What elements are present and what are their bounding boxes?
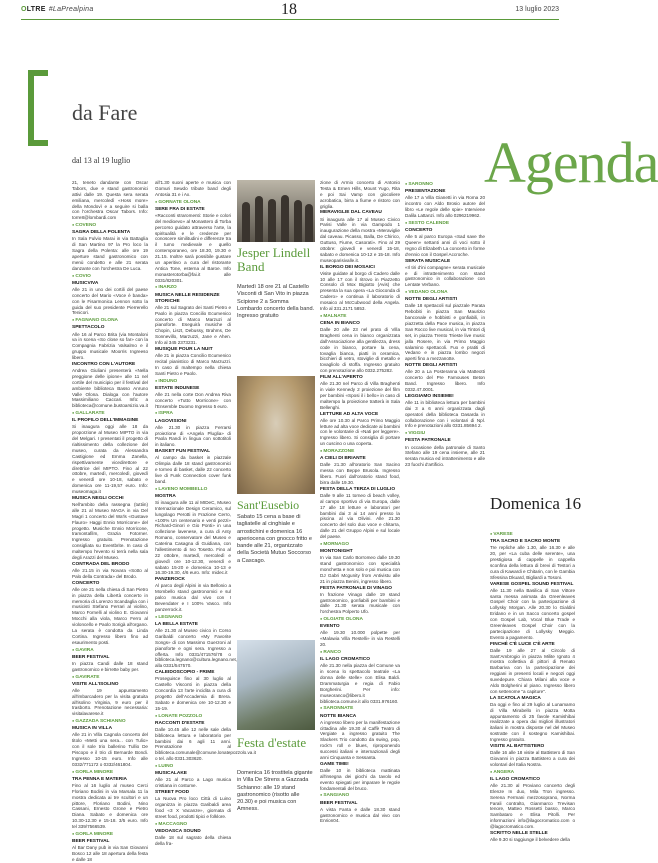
listing-event-title: SPETTACOLO: [72, 325, 105, 331]
listing-text: Alle ore 21 nella chiesa di San Pietro in piazza della Libertà concerto in memoria di Lorenzo Scandaglia con i musicisti Stefano Ferrari al violino, Marco Fornelli al violino E. Giovanni Mocchi alla viola, Marco Ferro al violoncello e Paolo Sorigà all'organo. La serata è condotta da Linda Cortina. Ingresso libero fino ad esaurimento posti.: [72, 586, 148, 645]
listing-event-title: FESTA DELLA TERZA DI LUGLIO: [320, 486, 396, 492]
listing-column-3: [320, 180, 400, 835]
listing-column-4: [405, 180, 485, 835]
listing-text: all'1.30 suoni aperte e musica con Gomuri Sewdo tribute band degli Antosia 31 e i Ax.: [155, 180, 231, 197]
listing-event-title: SAGRA DELLA POLENTA: [72, 230, 131, 236]
listing-town: ● COVIO: [72, 274, 148, 280]
listing-event-title: MERAVIGLIE DAL CAVEAU: [320, 210, 382, 216]
listing-town: ● SESTO CALENDE: [405, 221, 485, 227]
listing-town: ● INARZO: [155, 285, 231, 291]
listing-text: Alle 21 sul Sagrato dei Santi Pietro e Paolo in piazza Concilio Ecumenico concerto di Marco Marzuzi al pianoforte. Eseguirà musiche di Chopin, Liszt, Debussy, Brahms, De Sonnevillo, Marzuzzi, Jane e Ahen. Info al 345 2373231.: [155, 304, 231, 345]
listing-text: Dalle 21.30 all'oratorio San Sacino messa con Beppe Brusola. Ingresso libero. Fuori dall'oratorio stand food, birra dalle 19.30.: [320, 462, 400, 485]
listing-text: Dalle 20 alle 23 nel prato di Villa Braghenti cena in bianco organizzata dall'Associazione alla gentilezza, dress code in bianco, portare la cena, tovaglia bianca, piatti in ceramica, bicchieri di vetro, stoviglie di metallo e tovagliolo di stoffa. Ingresso gratuito con prenotazione allo 0332.275282.: [320, 327, 400, 374]
listing-text: Nell'ambito della rassegna (tuttiin) alle 21 al Museo MAGA in via Del Magri 1 concerto del Wa'ls «Gustave Flauro» Haggi Ennio Morricone» del progetto. Musiche Ennio Morricone, tramontafilm, Grazia Fotorner. Ingresso gratuito. Prenotazione consigliata su Eventbrite. In caso di maltempo l'evento si terrà nella sala degli Arazzi del Museo.: [72, 502, 148, 560]
brand-logo: [21, 6, 94, 13]
listing-town: ● LUINO: [155, 764, 231, 770]
listing-text: Tre repliche alle 1.30, alle 16.30 e alle 20, per «La cuba delle serente», una prestigiosa di cappelle in cappella sconfina della lettura di brevi di Testori a cura di Kawardi e Chitarin, con le Gambia Sfessina Dkuard, Bigliardi a Tosoni.: [490, 545, 575, 580]
agenda-heading: Agenda: [484, 130, 658, 195]
listing-column-2: [155, 180, 256, 846]
listing-event-title: SCRITTO NELLE STELLE: [490, 830, 548, 836]
listing-event-title: IL BORGO DEI MOSAICI: [320, 264, 375, 270]
listing-text: Visite guidate al borgo di Cadero dalle 10 alle 17 con il ritrovo in Piazzetto Consolo di Mox Bigiotto (Avis) che presenta la sua opera «La Gioconda di Cadero» e continua il laboratorio di mosaico al McCubwood della Angela. Info al 331.2171 5853.: [320, 270, 400, 311]
listing-town: ● GORLA MINORE: [72, 770, 148, 776]
listing-event-title: IL LAGO CROMATICO: [490, 776, 540, 782]
listing-event-title: LAGOVISIONI: [155, 418, 187, 424]
listing-event-title: TRA PENNA E MATERIA: [72, 776, 127, 782]
listing-text: Da oggi e fino al 29 luglio al Lunamamo di Villa Mirabello in piazza Motta appuntamento di 25 favole Kamishibai realizzate a opera dai migliori illustratori italiani in mostra disposte nel del Museo sostratte con il sostegno Kamishibai. Ingresso gratuito.: [490, 701, 575, 742]
listing-event-title: STREET FOOD: [155, 790, 190, 795]
listing-text: Alle 5 al parco Europa «Sad save the Queen» settanti anni di voci sotto il regno di Elizabeth La concerto in forme d'ennio con il Gospel Accroche.: [405, 234, 485, 257]
listing-event-title: FILM ALL'APERTO: [320, 375, 363, 380]
listing-text: Si inaugura alle 11 al MIDeC, Museo Internazionale Design Ceramico, sul lungolago Perotti in Frazione Cerro, «100% Un centenario e venti pezzi» Richard-Ginori e Gio Ponti» in una collezione lavenese, a cura di Anty Romano, conservatore del Museo e Caterina Casagna di Guidiana, con l'allestimento di Ivo Tosetto. Fino al 22 ottobre, martedì, mercoledì e giovedì ore 10-12.30, venerdì e sabato 15-20 e domenica 10-13 e 16.30-19.30, 4/6 euro. Info: midec.it: [155, 499, 231, 576]
listing-town: ● VEDANO OLONA: [405, 290, 485, 296]
listing-town: ● SARONNATE: [320, 706, 400, 712]
listing-text: Fino al 16 luglio al museo Cerci Floriano Bodini in via Marsala 11 la mostra dedicata ai tre scultori e un pittore, Floriano Bodini, Nino Cassani, Ernesto Grone e Pietro Diana. Sabato e domenica ore 10.30-12.30 e 15-18. 3/5 euro. Info tel 339/7566539.: [72, 782, 148, 829]
listing-town: ● COVENO: [72, 223, 148, 229]
listing-event-title: GAME TIME!: [320, 761, 349, 767]
listing-text: Dalle 16 alle 18 visite al Battistero di San Giovanni in piazza Battistero a cura dei volontari del Italia Nostra.: [490, 750, 575, 767]
listing-event-title: VARESE GOSPEL SOUND FESTIVAL: [490, 581, 574, 587]
listing-town: ● MACCAGNO: [155, 822, 231, 828]
listing-event-title: CALEIDOSCOPIO - FRIME: [155, 670, 215, 676]
listing-town: ● MORNAGO: [320, 542, 400, 548]
listing-event-title: BASKET FUN FESTIVAL: [155, 449, 211, 455]
listing-event-title: SERE FRA DI ESTATE: [155, 206, 205, 212]
listing-text: Alle 21.30 al Museo civico in Corso Garibaldi concerto «My Favorite Songs» di con Massimo Guerzoni al pianoforte e ogni sera. Ingresso a offerta. Info 0331/471576/78 o biblioteca.legnano@cultura.legnano.net, alla 0331/547570.: [155, 628, 238, 669]
listing-event-title: VISITE AL BATTISTERO: [490, 743, 545, 749]
listing-event-title: INCONTRO CON L'AUTORE: [72, 361, 136, 367]
listing-text: Dalle 18 sul sagrato della chiesa della fra-: [155, 834, 231, 846]
listing-event-title: A CIELI DI BRIANTE: [320, 456, 366, 462]
listing-town: ● VARESE: [490, 532, 575, 538]
listing-text: In via San Carlo Borromeo dalle 19.30 stand gastronomico con specialità monchetta e non solo e poi musica con DJ Gabri Mcgunity from Antivistu alle 21 in piazza Benini, ingresso libero.: [320, 555, 400, 584]
listing-text: Andrea Giuliani presenterà «Nella preggione delle ipione» alle 11 nel cortile del municipio per il festival del ambiente biblioteca Basso Anruno Valle Olona. Dialoga con l'autore Massimiliano Caccari. Info: a biblioteca@comune.bustoarsizio.va.it: [72, 368, 148, 409]
listing-event-title: CONTRADA DEL BRODO: [72, 561, 130, 567]
listing-event-title: MUSIQUE POUR LA NUIT: [155, 346, 213, 352]
listing-text: In piazza Candi dalle 18 stand gastronomico e birrette baby per.: [72, 660, 148, 672]
listing-event-title: LA BELLA ESTATE: [155, 621, 198, 627]
listing-event-title: CONCERTO: [72, 580, 100, 586]
listing-column-1: [72, 180, 148, 862]
brand-hashtag: #LaPrealpina: [48, 6, 94, 13]
listing-town: ● INDUNO: [155, 379, 231, 385]
listing-event-title: BEER FESTIVAL: [72, 654, 110, 660]
listing-event-title: MUSICVIVA: [72, 280, 99, 286]
listing-text: In frazione Vinago dalle 19 stand gastronomico, gonfiabili per bambini e dalle 21.30 serata musicale con l'orchestra Polperto Ufo.: [320, 591, 400, 615]
listing-text: Alle 21 al Parco a Lago musica cristiana in costume.: [155, 777, 231, 789]
listing-text: Alle 11.30 nella Basilica di San Vittore santa messa animata da Greenleaves Gospel Choir con la partecipazione di Lollysky Morgan. Alle 20.30 lo Gialdini Eridano e in un Sacco concerto gospel con Gospel Lab, Vocal Blue Trade e Greenleaves Gospel Choir con la partecipazione di Lollysky Meggio. Evento a pagamento.: [490, 587, 575, 640]
brand-name: LTRE: [26, 6, 46, 13]
listing-text: In Sala Fulvio Marai in via Battaglia di San Martino 97 la Pro loco la Sagra della Polenta: alle ore 19 aperture stand gastronomico con menù condetto e alle 21 serata danzante con l'orchestra De Luca.: [72, 236, 148, 271]
listing-event-title: LEGGIAMO INSIEME!: [405, 393, 454, 399]
listing-event-title: FINCHÉ C'È LUCE C'È ARTE: [490, 641, 555, 647]
feature-title-jesper: Jesper Lindell Band: [237, 245, 311, 274]
feature-title-eusebio: Sant'Eusebio: [237, 498, 300, 512]
listing-text: zione di Armio concerto di Antonio Testa & Ernen Hills, Mount Yugo, Rita e poi Sai Vamp con giocoliere acrobatica, birra a fiume e ristoro con griglia.: [320, 180, 400, 209]
listing-town: ● RANCO: [320, 650, 400, 656]
listing-text: Dalle 19 alle 27 al Circolo di Sant'Ambrogio in piazza Milite Ignoto 4 mostra collettiva di pittori di Renato Barbariva con la partecipazione dei reggiani in presenti locali e negozi oggi suvedepure. Chiara Milani alla voce e Aldo Bolgherini al piano. Ingresso libero con settenome "a capiture".: [490, 647, 575, 694]
listing-event-title: CONCERTO: [405, 227, 433, 233]
listing-text: Alle 19 appuntamento all'imbarcadero per la visita gratuita all'isolino Virginia, 9 euro per il trasborto. Prenotazione necessaria: visitalavarese.it: [72, 687, 148, 717]
listing-town: ● LONATE POZZOLO: [155, 714, 231, 720]
listing-event-title: FESTA PATRONALE DI VINAGO: [320, 585, 393, 591]
listing-town: ● FAGNANO OLONA: [72, 318, 148, 324]
listing-event-title: ESTATE INDUNESE: [155, 385, 200, 391]
listing-event-title: RACCONTI D'ESTATE: [155, 720, 205, 726]
listing-text: Alle 21.30 nel Parco di Villa Braghenti in viale Kennedy 2 proiezione del film per bambini «Sposi il i bello» in caso di maltempo la proiezione tratterà in Sala Bellenghi.: [320, 381, 400, 410]
listing-event-title: MUSICA IN VILLA: [72, 726, 113, 732]
section-bracket-icon: [28, 70, 48, 146]
listing-text: Alle 20 a La Posteranna via Matteotti concerto del Pre Famouses Beton Band. Ingresso libero. Info 0332.47.0001.: [405, 369, 485, 392]
listing-text: Alle 21.30 al Proviano concerto degli Elenze In duo, Mila Tron ingresso. Serena Fermani mezzosoprano, Norma Farali contralto, Gianmarco Trevisan tenore, Matteo Rossetti basso, Marco Sambataro e Elisa Pitolli. Per informazioni info@ilagocromatico.com o @lagocromatico.com.: [490, 782, 575, 829]
listing-town: ● GAZZADA SCHIANNO: [72, 719, 148, 725]
listing-town: ● LAVENO MOMBELLO: [155, 487, 231, 493]
page-number: 18: [281, 1, 297, 18]
listing-event-title: MUSICA NELLE RESIDENZE STORICHE: [155, 292, 220, 304]
listing-event-title: VEDOASCA SOUND: [155, 828, 201, 834]
listing-town: ● OLGIATE OLONA: [320, 617, 400, 623]
feature-title-festa: Festa d'estate: [237, 735, 307, 750]
listing-town: ● MORAZZONE: [320, 449, 400, 455]
listing-text: Dalle 10.45 alle 12 nelle sale della biblioteca lettura e laboratorio per bambini dai 6 agli 11 anni. Prenotazione al biblioteca.comunale@comune.lonatepozzolo.va.it o tel. allo 0331.303620.: [155, 726, 256, 762]
listing-event-title: IL LAGO CROMATICO: [320, 657, 370, 663]
listing-town: ● ISPRA: [155, 411, 231, 417]
listing-text: Al Bar Dany pub in via San Giovanni Bosco 12 alle 18 apertura della festa e dalle 18: [72, 845, 148, 862]
listing-event-title: NOTTE DEGLI ARTISTI: [405, 363, 458, 369]
listing-text: A vista Fanta e dalle 18.30 stand gastronomico e musica dal vivo con Enrion04.: [320, 806, 400, 824]
brand-letter: O: [21, 6, 27, 13]
feature-text-festa: Domenica 16 trostitela gigante in Villa De Strens a Gazzada Schianno: alle 19 stand gastronomico (risotto alle 20.30) e poi musica con Amness.: [237, 770, 313, 813]
listing-event-title: NOTTE BIANCA: [320, 713, 357, 719]
listing-town: ● VIGGIU: [405, 431, 485, 437]
band-photo: [237, 180, 315, 242]
listing-text: Alle 21 nella corte Don Andrea Riva concerto «Tutto Morricone» con l'Ensemble Duomo Ingresso 5 euro.: [155, 391, 231, 409]
listing-event-title: PANZEROCK: [155, 577, 186, 583]
listing-event-title: FESTA PATRONALE: [405, 438, 451, 444]
listing-text: Alle 17 a Villa Gianetti in via Roma 20 incontro con Aldo Brosio autore del libro «Le regole delle spie» Interviene Dalila Lattanzi. Info allo 0296219962.: [405, 195, 485, 218]
listing-town: ● GORLA MINORE: [72, 832, 148, 838]
listing-town: ● ANGERA: [490, 770, 575, 776]
listing-text: Si inaugura oggi alle 18 da proporzione al Museo MIPTO in via del Melgari. I presentati il progetto di rialtissimento della collezione del museo, curata da Alessandra Castigione ed Emma Zanella, rispettivamente vicedirettore e direttrice del MIPTO. Fino al 22 ottobre, martedì, mercoledì, giovedì e venerdì ore 10-18, sabato e domenica ore 11-19,57 euro. Info: museomaga.it: [72, 424, 148, 494]
listing-text: Alle 21 in Villa Cagnola concerto del titolo «Metti una sera... con Tulio» con il sole trio ballerino Tullio De Piscopo e il trio di Bernarde Bondi. Ingresso 10-15 euro. Info alle 0332/771172 o 0332/461804.: [72, 732, 148, 767]
listing-event-title: MUSICALAKE: [155, 771, 187, 777]
section-title: da Fare: [72, 100, 138, 125]
listing-text: In occasione della patronale di Santo Stefano alle 19 cena insieme, alle 21 serata musica ed intrattenimento e alle 23 fuochi d'artificio.: [405, 444, 485, 468]
listing-column-6: [490, 530, 575, 842]
listing-town: ● GAVIRATE: [72, 675, 148, 681]
listing-text: Alle 19.30 10.000 polpette per «Malawia Villa Restelli» in via Restelli 20.: [320, 630, 400, 648]
listing-event-title: BEER FESTIVAL: [72, 839, 110, 844]
listing-town: ● GAVIRA: [72, 648, 148, 654]
listing-event-title: IL PROFILO DELL'IMMAGINE: [72, 418, 139, 424]
feature-text-eusebio: Sabato 15 cena a base di tagliatelle al cinghiale e arrostichini e domenica 16 aperiocena con gnocco fritto e bande alle 21, organizzato della Società Mutuo Soccorso a Cascago.: [237, 514, 312, 564]
listing-text: Dalle 9 alle 11 torneo di beach volley, al campo sportivo di via Europa, dalle 17 alle 18 letture e laboratori per bambini dai 3 ai 14 anni presso la piscina al via Olivini. Alle 21.30 concerto del solo duo voce e chitarra, dalle 21 del Gruppo Alpini e sul locale del paese.: [320, 492, 400, 539]
listing-town: ● GALLARATE: [72, 411, 148, 417]
listing-event-title: TRA SACRO E SACRO MONTE: [490, 539, 561, 545]
issue-date: 13 luglio 2023: [515, 6, 559, 13]
listing-town: ● GORNATE OLONA: [155, 200, 231, 206]
listing-text: Alle 21.30 nella piazza del Comune va in scena lo spettacolo teatrale «La donna delle stelle» con Elisa Baldi. Drammaturgia e regia di Fabio Borgherini. Per info: museoranco@libero.it biblioteca.comune.it allo 0331.976160.: [320, 663, 400, 704]
listing-text: Dalle 10 in biblioteca mattinata all'insegna dei giochi da tavolo ed evento spiegati per imparare le regole fondamentali del bruco.: [320, 767, 400, 791]
listing-text: Al campo da basket in piazzale Olimpia dalle 18 stand gastronomici e torneo di basket, dalle 22 concerto live di Funk Connection cover funk band.: [155, 455, 231, 484]
listing-text: Al parco degli Alpini in via Bellonio a Mombello stand gastronomici e sul palco musica dal vivo con I Bevendater e I 100% Vasco. Info panzerrock.it.: [155, 583, 231, 612]
listing-town: ● SANGIANO: [320, 793, 400, 799]
listing-town: ● SARONNO: [405, 182, 485, 188]
listing-event-title: PRESENTAZIONE: [405, 189, 446, 195]
listing-event-title: SERATA MUSICALE: [405, 258, 451, 264]
listing-event-title: LA SCATOLA MAGICA: [490, 695, 541, 701]
listing-event-title: BEER FESTIVAL: [320, 800, 358, 806]
listing-event-title: MOSTRA: [155, 493, 176, 499]
listing-text: Dalle 18 spettacoli sul piazzale Parata Rebobiti in piazza San Maurizio banconale e hobbisti e gonfiabili, in piazzetta della Pace musica, in piazza San Rocco live musical, in via Tintori dj set, in piazza Trento Trieste live music jalla Rosere, in via Primo Maggio salamino spettacoli. Fuo e pratiti di Vedano e in piazza lombo negozi aperti fino a mezzanotte.: [405, 303, 485, 362]
section-period: dal 13 al 19 luglio: [72, 156, 131, 165]
listing-text: Alle 21 in piazza Concilio Ecumenico recital pianistico di Marco Marzuzzi. In caso di maltempo nella chiesa Santi Pietro e Paolo.: [155, 353, 231, 376]
listing-text: Alle 21 in uno dei cortili del paese concerto del Mario «Voce è banda» con le Fisarmonica Lennon sotto la guida del suo presidente Pierrerello Tenicori.: [72, 286, 148, 316]
listing-text: «Racconti straromenti: Storie e colori del medioevo» al Monastero di Torba percorso guidato attraverso l'arte, la spiritualità e le credenze per conoscere similitudini e differenze tra il tumo medievale e quello contemporaneo, ore 18.30, 19.30 e 21.15. Inoltre sarà possibile gustare un aperitivo a cura del ristorante Antica Tone, esterna al Baroe. Info monasterotorba@fai.it alle 0331/820301.: [155, 212, 231, 283]
listing-text: Alle 9.30 si raggiunge il belvedere della: [490, 837, 570, 842]
listing-event-title: CENA IN BIANCO: [320, 320, 360, 326]
listing-event-title: LETTURE AD ALTA VOCE: [320, 411, 379, 417]
day-heading-sunday: Domenica 16: [490, 494, 582, 513]
listing-text: La Nuova Pro loco Città di Luino organizza in piazza Garibaldi area food «3 X Vacanze», giornata di street food, prodotti tipici e folklore.: [155, 796, 231, 819]
listing-event-title: EVENTO: [320, 624, 340, 630]
header-rule: [21, 19, 559, 20]
listing-town: ● LEGNANO: [155, 615, 231, 621]
listing-text: «Il tiri d'ini compagne» serata musicale e di intrattenimento con stand gastronomico in collaborazione con Lentate Verbano.: [405, 264, 485, 288]
listing-event-title: MUSICA NEGLI OCCHI: [72, 495, 124, 501]
listing-text: Alle 21.15 in via Novara «Sotto al Palo della Contrada» del Brodo.: [72, 567, 148, 579]
listing-text: Alle 16 al Parco Brita (via Montaloni va in scena «So close so far» con la Compagnia Fabrizia Valsalmo e il gruppo musicale Moorris Ingreeso libero.: [72, 331, 148, 360]
listing-text: Alle ore 10.30 al Parco Primo Maggio letture ad alta voce dedicate ai bambini con le volontarie di «Nati per leggere». Ingresso libero. Si consiglia di portare un cuscino o una coperta.: [320, 417, 400, 447]
listing-event-title: MONTONIGHT: [320, 549, 353, 554]
listing-text: Proseguisce fino al 30 luglio al Castello Visconti in piazza della Concordia 13 l'arte incidita a cura di progetto dell'Accademia di Brera. Sabato e domenica ore 10-12.30 e 15-19.: [155, 676, 231, 711]
villa-photo: [237, 640, 315, 730]
listing-text: 21, teneto dandante con Oscar Tabors, due e stand gastronomici attivi dalle 19. Questa sera serata emiliana, mercoledì «Hoss more» della Mondovì e a seguire si balla con l'orchestra Oscar Tabors. Info: torre8@lombardi.com: [72, 180, 148, 221]
listing-text: A ingresso libero per la manifestazione cittadina alle 19.30 al Caffè Teatro di Vergiate a ingresso gratuito The Slackers Trio condotto da swing, pop, rock'n roll e blues, riproponendo successi italiani e internazionali degli anni Cinquanta e Sessanta.: [320, 719, 400, 760]
food-photo: [237, 376, 315, 494]
listing-text: Alle 21.30 in piazza Ferrarsi proiezione di «Angela Pluglia» di Paola Randi in lingua con sottotitoli in italiano.: [155, 424, 231, 448]
listing-town: ● MALNATE: [320, 314, 400, 320]
listing-text: Si inaugura alle 17 al Museo Civico Parisi Valle in via Gampodo 1 inaugurazione della mostra «Meraviglie dal caveau. Picasso, Balla, De Chirico, Guttuso, Fiume, Casorati». Fino al 29 ottobre: giovedì e venerdì 15-18, sabato e domenica 10-12 e 15-18. Info museoparisivalle.it.: [320, 216, 400, 263]
listing-event-title: NOTTE DEGLI ARTISTI: [405, 297, 458, 303]
feature-text-jesper: Martedì 18 ore 21 al Castello Visconti di San Vito in piazza Scipione 2 a Somma Lombardo concerto della band. Ingresso gratuito: [237, 284, 315, 320]
page-header: [0, 0, 580, 40]
listing-text: Alle 11 in biblioteca lettura per bambini dai 3 a 6 anni organizzata dagli operatori della biblioteca Dasarda in collaborazione con i volontari di Npl. Info e prenotazioni allo 0331.85694 2.: [405, 399, 485, 429]
listing-event-title: VISITE ALL'ISOLINO: [72, 681, 119, 687]
